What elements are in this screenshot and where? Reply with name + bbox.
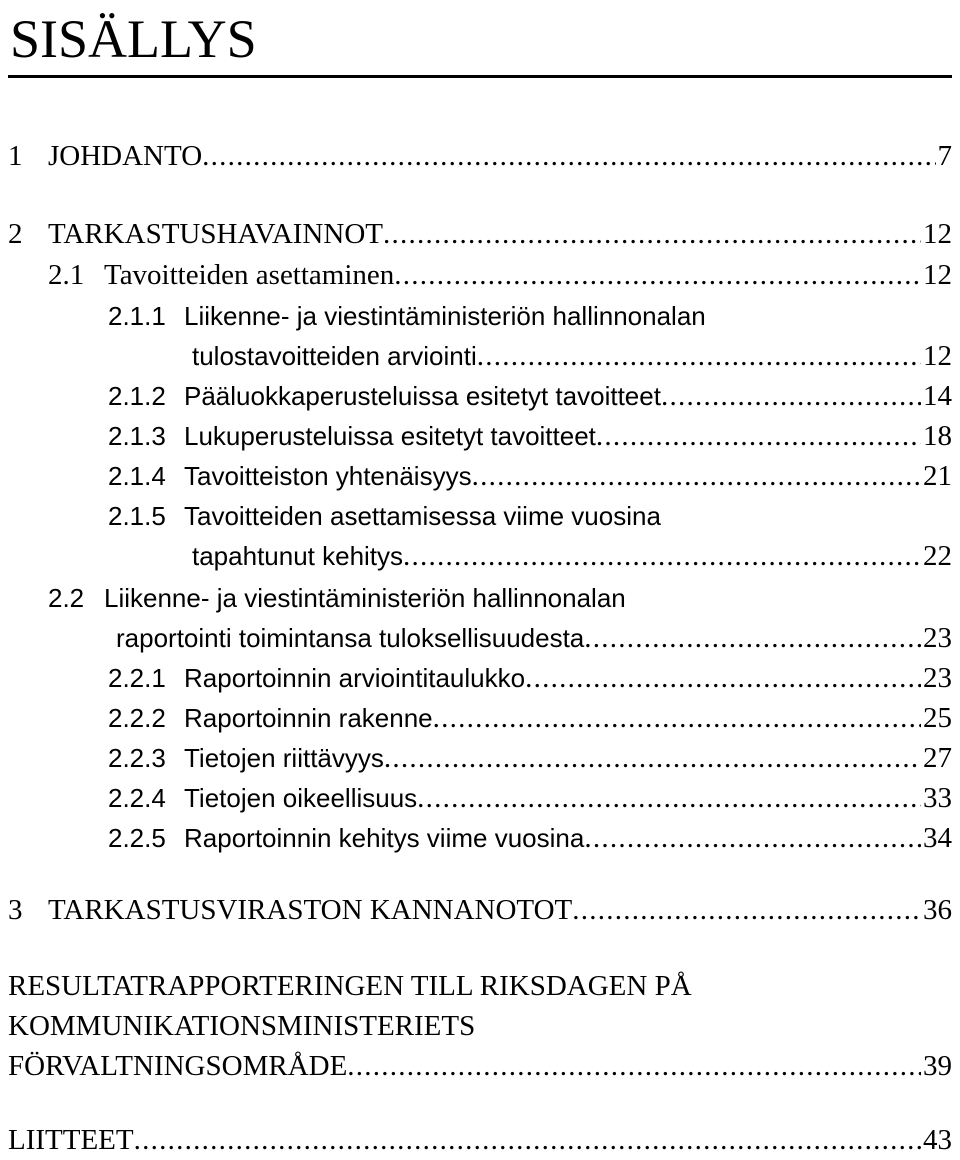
toc-leader xyxy=(403,536,921,576)
toc-page: 18 xyxy=(923,420,952,452)
toc-leader xyxy=(347,1046,921,1086)
toc-page: 12 xyxy=(923,340,952,372)
toc-page: 43 xyxy=(923,1124,952,1156)
toc-title: Liikenne- ja viestintäministeriön hallinnonalan xyxy=(104,583,626,613)
toc-number: 2.2.1 xyxy=(108,663,166,693)
toc-page: 33 xyxy=(923,782,952,814)
toc-number: 3 xyxy=(8,894,23,926)
toc-entry-2-1-3[interactable] xyxy=(108,416,952,456)
toc-entry-swedish-summary-cont-1[interactable] xyxy=(8,1006,952,1046)
toc-title: tulostavoitteiden arviointi xyxy=(192,341,477,371)
toc-entry-1[interactable] xyxy=(8,136,952,176)
toc-title: Tavoitteiston yhtenäisyys xyxy=(184,461,472,491)
toc-leader xyxy=(417,778,921,818)
toc-leader xyxy=(134,1120,921,1160)
toc-entry-2-2-3[interactable] xyxy=(108,738,952,778)
toc-title: JOHDANTO xyxy=(48,140,203,172)
toc-title: Lukuperusteluissa esitetyt tavoitteet xyxy=(184,421,596,451)
toc-leader xyxy=(477,336,921,376)
toc-title: Tavoitteiden asettamisessa viime vuosina xyxy=(184,501,661,531)
toc-entry-appendices[interactable] xyxy=(8,1120,952,1160)
toc-leader xyxy=(202,136,935,176)
toc-entry-2-2-5[interactable] xyxy=(108,818,952,858)
toc-number: 2.1.4 xyxy=(108,461,166,491)
toc-entry-2-2[interactable] xyxy=(48,578,952,618)
toc-entry-2-1-1-cont[interactable] xyxy=(192,336,952,376)
toc-leader xyxy=(525,658,921,698)
toc-number: 2.1 xyxy=(48,259,85,291)
toc-leader xyxy=(584,618,921,658)
toc-page: 14 xyxy=(923,380,952,412)
toc-page: 22 xyxy=(923,540,952,572)
toc-number: 2.2.5 xyxy=(108,823,166,853)
toc-page: 21 xyxy=(923,460,952,492)
toc-number: 2.1.2 xyxy=(108,381,166,411)
toc-number: 2.2.4 xyxy=(108,783,166,813)
toc-number: 2.2.2 xyxy=(108,703,166,733)
toc-title: FÖRVALTNINGSOMRÅDE xyxy=(8,1050,348,1082)
toc-number: 2.1.3 xyxy=(108,421,166,451)
toc-entry-2-1-2[interactable] xyxy=(108,376,952,416)
page-title: SISÄLLYS xyxy=(10,9,257,69)
toc-title: Pääluokkaperusteluissa esitetyt tavoitteet xyxy=(184,381,661,411)
toc-number: 2.2 xyxy=(48,583,85,613)
toc-page: 7 xyxy=(937,140,952,172)
toc-title: KOMMUNIKATIONSMINISTERIETS xyxy=(8,1010,476,1042)
toc-title: Raportoinnin kehitys viime vuosina xyxy=(184,823,585,853)
toc-leader xyxy=(661,376,921,416)
toc-title: raportointi toimintansa tuloksellisuudesta xyxy=(116,623,585,653)
toc-entry-2-1-4[interactable] xyxy=(108,456,952,496)
toc-number: 2.2.3 xyxy=(108,743,166,773)
toc-title: TARKASTUSVIRASTON KANNANOTOT xyxy=(48,894,573,926)
toc-page: 12 xyxy=(923,259,952,291)
toc-leader xyxy=(472,456,921,496)
toc-entry-2-1-5-cont[interactable] xyxy=(192,536,952,576)
toc-title: LIITTEET xyxy=(8,1124,134,1156)
toc-title: Tietojen riittävyys xyxy=(184,743,384,773)
toc-entry-2-1-5[interactable] xyxy=(108,496,952,536)
toc-entry-2-1[interactable] xyxy=(48,255,952,295)
toc-entry-swedish-summary-cont-2[interactable] xyxy=(8,1046,952,1086)
toc-number: 2.1.5 xyxy=(108,501,166,531)
toc-leader xyxy=(584,818,921,858)
toc-page: 39 xyxy=(923,1050,952,1082)
toc-leader xyxy=(383,214,921,254)
toc-page: 25 xyxy=(923,702,952,734)
toc-page: 36 xyxy=(923,894,952,926)
toc-title: Tietojen oikeellisuus xyxy=(184,783,418,813)
toc-entry-2-2-4[interactable] xyxy=(108,778,952,818)
toc-entry-3[interactable] xyxy=(8,890,952,930)
toc-number: 1 xyxy=(8,140,23,172)
toc-entry-2-2-1[interactable] xyxy=(108,658,952,698)
toc-leader xyxy=(394,255,921,295)
toc-leader xyxy=(596,416,921,456)
toc-title: Raportoinnin arviointitaulukko xyxy=(184,663,526,693)
toc-title: Raportoinnin rakenne xyxy=(184,703,433,733)
toc-page: 34 xyxy=(923,822,952,854)
toc-number: 2.1.1 xyxy=(108,301,166,331)
toc-title: Liikenne- ja viestintäministeriön hallinnonalan xyxy=(184,301,706,331)
toc-leader xyxy=(433,698,921,738)
toc-entry-2-2-2[interactable] xyxy=(108,698,952,738)
toc-entry-2[interactable] xyxy=(8,214,952,254)
toc-title: Tavoitteiden asettaminen xyxy=(104,259,395,291)
toc-title: RESULTATRAPPORTERINGEN TILL RIKSDAGEN PÅ xyxy=(8,970,692,1002)
toc-page: 12 xyxy=(923,218,952,250)
toc-entry-2-1-1[interactable] xyxy=(108,296,952,336)
toc-title: tapahtunut kehitys xyxy=(192,541,404,571)
toc-leader xyxy=(384,738,921,778)
toc-page: 23 xyxy=(923,622,952,654)
toc-page: 27 xyxy=(923,742,952,774)
toc-number: 2 xyxy=(8,218,23,250)
toc-title: TARKASTUSHAVAINNOT xyxy=(48,218,383,250)
toc-entry-2-2-cont[interactable] xyxy=(116,618,952,658)
toc-page: 23 xyxy=(923,662,952,694)
toc-leader xyxy=(572,890,921,930)
toc-entry-swedish-summary[interactable] xyxy=(8,966,952,1006)
